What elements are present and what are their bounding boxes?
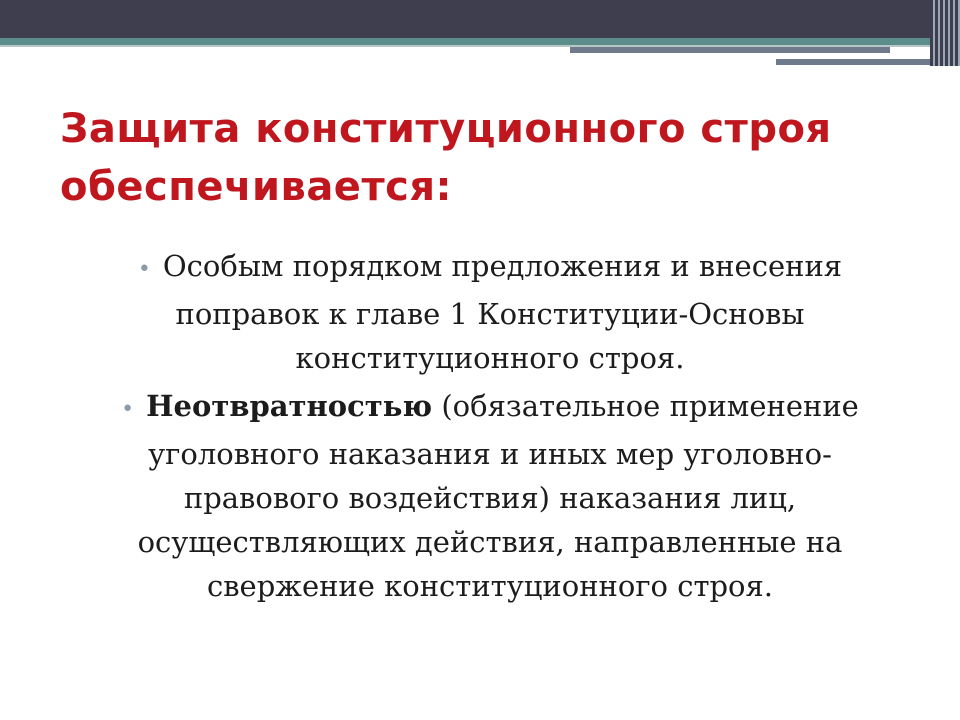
bullet-marker: • — [121, 397, 135, 422]
bullet-text: Особым порядком предложения и внесения поправок к главе 1 Конституции-Основы конституционного строя. — [162, 249, 843, 375]
bullet-list — [80, 244, 900, 612]
corner-stripes — [930, 0, 960, 66]
bullet-marker: • — [137, 257, 151, 282]
bullet-item-1 — [80, 244, 900, 380]
slide-title: Защита конституционного строя обеспечивается: — [60, 106, 832, 210]
header-accent-bar — [0, 38, 945, 45]
header-accent-segment — [570, 47, 890, 53]
bullet-item-2 — [80, 384, 900, 608]
header-accent-segment-lower — [776, 59, 940, 65]
bullet-bold-term: Неотвратностью — [146, 389, 433, 423]
header-band — [0, 0, 960, 38]
bullet-text: (обязательное применение уголовного наказания и иных мер уголовно-правового воздействия) наказания лиц, осуществляющих действия, направленные на свержение конституционного строя. — [137, 389, 859, 603]
